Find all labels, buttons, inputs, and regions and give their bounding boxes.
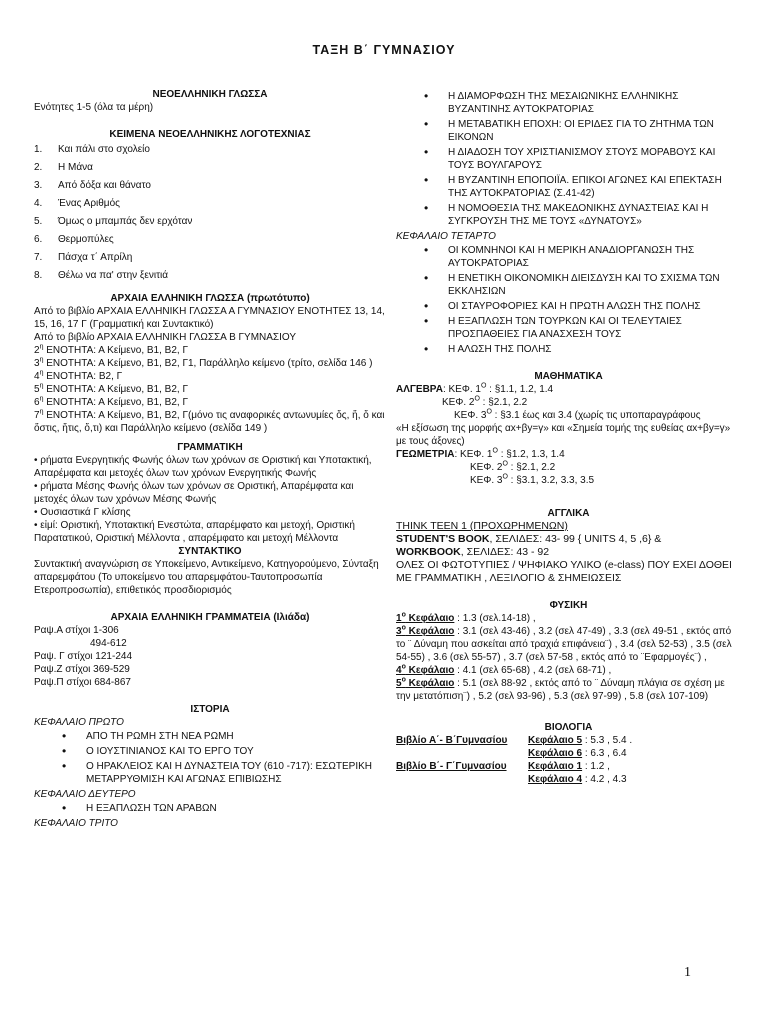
english-line: ΟΛΕΣ ΟΙ ΦΩΤΟΤΥΠΙΕΣ / ΨΗΦΙΑΚΟ ΥΛΙΚΟ (e-class) ΠΟΥ ΕΧΕΙ ΔΟΘΕΙ ΜΕ ΓΡΑΜΜΑΤΙΚΗ , ΛΕΞΙΛΟΓΙΟ & ΣΗΜΕΙΩΣΕΙΣ — [396, 559, 732, 584]
section-heading-literature-iliad: ΑΡΧΑΙΑ ΕΛΛΗΝΙΚΗ ΓΡΑΜΜΑΤΕΙΑ (Ιλιάδα) — [110, 612, 310, 623]
list-item: • Η ΕΞΑΠΛΩΣΗ ΤΩΝ ΑΡΑΒΩΝ — [62, 802, 386, 815]
page-title: ΤΑΞΗ Β΄ ΓΥΜΝΑΣΙΟΥ — [312, 43, 456, 57]
chapter-title: ΚΕΦΑΛΑΙΟ ΤΕΤΑΡΤΟ — [396, 231, 496, 242]
unit-line: $7^\eta$ ΕΝΟΤΗΤΑ: Α Κείμενο, Β1, Β2, Γ(μόνο τις αναφορικές αντωνυμίες ὅς, ἥ, ὅ και ὅστις, ἥτις, ὅ,τι) και Παράλληλο κείμενο (σελίδα 149 ) — [34, 408, 385, 434]
english-block — [396, 520, 741, 585]
list-item: 4. Ένας Αριθμός — [34, 198, 120, 209]
biology-chapter: Κεφάλαιο 1 : 1.2 , — [528, 761, 610, 772]
physics-line: $5^o$ Κεφάλαιο : 5.1 (σελ 88-92 , εκτός από το ¨ Δύναμη πλάγια σε σχέση με την μετατόπιση¨) , 5.2 (σελ 93-96) , 5.3 (σελ 97-99) , 5.8 (σελ 107-109) — [396, 676, 725, 702]
section-heading-physics: ΦΥΣΙΚΗ — [549, 600, 588, 611]
section-heading-english: ΑΓΓΛΙΚΑ — [547, 508, 590, 519]
english-book-title: THINK TEEN 1 (ΠΡΟΧΩΡΗΜΕΝΩΝ) — [396, 520, 568, 532]
chapter-title: ΚΕΦΑΛΑΙΟ ΠΡΩΤΟ — [34, 717, 124, 728]
english-line: STUDENT'S BOOK, ΣΕΛΙΔΕΣ: 43- 99 { UNITS 4, 5 ,6} & — [396, 533, 662, 545]
section-heading-modern-greek: ΝΕΟΕΛΛΗΝΙΚΗ ΓΛΩΣΣΑ — [152, 89, 268, 100]
grammar-item: • εἰμί: Οριστική, Υποτακτική Ενεστώτα, απαρέμφατο και μετοχή, Οριστική Παρατατικού, Οριστική Μέλλοντα , απαρέμφατο και μετοχή Μέλλοντα — [34, 520, 355, 544]
list-item: • Η ΕΞΑΠΛΩΣΗ ΤΩΝ ΤΟΥΡΚΩΝ ΚΑΙ ΟΙ ΤΕΛΕΥΤΑΙΕΣ ΠΡΟΣΠΑΘΕΙΕΣ ΓΙΑ ΑΝΑΣΧΕΣΗ ΤΟΥΣ — [424, 315, 741, 341]
iliad-line: 494-612 — [90, 638, 127, 649]
list-item: 6. Θερμοπύλες — [34, 234, 114, 245]
list-item: • Η ΕΝΕΤΙΚΗ ΟΙΚΟΝΟΜΙΚΗ ΔΙΕΙΣΔΥΣΗ ΚΑΙ ΤΟ ΣΧΙΣΜΑ ΤΩΝ ΕΚΚΛΗΣΙΩΝ — [424, 272, 741, 298]
algebra-line: «Η εξίσωση της μορφής αx+βy=γ» και «Σημεία τομής της ευθείας αx+βy=γ» με τους άξονες) — [396, 423, 731, 447]
list-item: 3. Από δόξα και θάνατο — [34, 180, 151, 191]
history-list — [34, 730, 386, 786]
biology-row — [396, 747, 741, 760]
ancient-greek-book-a: Από το βιβλίο ΑΡΧΑΙΑ ΕΛΛΗΝΙΚΗ ΓΛΩΣΣΑ Α ΓΥΜΝΑΣΙΟΥ ΕΝΟΤΗΤΕΣ 13, 14, 15, 16, 17 Γ (Γραμματική και Συντακτικό) — [34, 306, 385, 330]
right-column — [396, 90, 741, 786]
history-list — [396, 90, 741, 228]
geometry-line: ΓΕΩΜΕΤΡΙΑ: ΚΕΦ. $1^O$ : §1.2, 1.3, 1.4 — [396, 447, 565, 460]
biology-row — [396, 760, 741, 773]
biology-chapter: Κεφάλαιο 5 : 5.3 , 5.4 . — [528, 735, 633, 746]
ancient-greek-book-b: Από το βιβλίο ΑΡΧΑΙΑ ΕΛΛΗΝΙΚΗ ΓΛΩΣΣΑ Β ΓΥΜΝΑΣΙΟΥ — [34, 332, 297, 343]
grammar-item: • Ουσιαστικά Γ κλίσης — [34, 507, 131, 518]
unit-line: $5^\eta$ ΕΝΟΤΗΤΑ: Α Κείμενο, Β1, Β2, Γ — [34, 382, 188, 395]
biology-chapter: Κεφάλαιο 6 : 6.3 , 6.4 — [528, 748, 627, 759]
section-heading-ancient-greek: ΑΡΧΑΙΑ ΕΛΛΗΝΙΚΗ ΓΛΩΣΣΑ (πρωτότυπο) — [110, 293, 310, 304]
algebra-line: ΑΛΓΕΒΡΑ: ΚΕΦ. $1^O$ : §1.1, 1.2, 1.4 — [396, 382, 554, 395]
list-item: 8. Θέλω να πα' στην ξενιτιά — [34, 270, 169, 281]
history-list — [396, 244, 741, 356]
physics-line: $4^o$ Κεφάλαιο : 4.1 (σελ 65-68) , 4.2 (σελ 68-71) , — [396, 663, 612, 676]
section-heading-grammar: ΓΡΑΜΜΑΤΙΚΗ — [177, 442, 243, 453]
list-item: • ΑΠΟ ΤΗ ΡΩΜΗ ΣΤΗ ΝΕΑ ΡΩΜΗ — [62, 730, 386, 743]
list-item: • Η ΔΙΑΔΟΣΗ ΤΟΥ ΧΡΙΣΤΙΑΝΙΣΜΟΥ ΣΤΟΥΣ ΜΟΡΑΒΟΥΣ ΚΑΙ ΤΟΥΣ ΒΟΥΛΓΑΡΟΥΣ — [424, 146, 741, 172]
literature-list — [34, 143, 386, 282]
chapter-title: ΚΕΦΑΛΑΙΟ ΤΡΙΤΟ — [34, 818, 118, 829]
grammar-item: • ρήματα Μέσης Φωνής όλων των χρόνων σε Οριστική, Απαρέμφατα και μετοχές όλων των χρόνων Μέσης Φωνής — [34, 481, 354, 505]
list-item: • Η ΔΙΑΜΟΡΦΩΣΗ ΤΗΣ ΜΕΣΑΙΩΝΙΚΗΣ ΕΛΛΗΝΙΚΗΣ ΒΥΖΑΝΤΙΝΗΣ ΑΥΤΟΚΡΑΤΟΡΙΑΣ — [424, 90, 741, 116]
list-item: • Η ΒΥΖΑΝΤΙΝΗ ΕΠΟΠΟΙΪΑ. ΕΠΙΚΟΙ ΑΓΩΝΕΣ ΚΑΙ ΕΠΕΚΤΑΣΗ ΤΗΣ ΑΥΤΟΚΡΑΤΟΡΙΑΣ (Σ.41-42) — [424, 174, 741, 200]
section-heading-math: ΜΑΘΗΜΑΤΙΚΑ — [534, 371, 603, 382]
unit-line: $6^\eta$ ΕΝΟΤΗΤΑ: Α Κείμενο, Β1, Β2, Γ — [34, 395, 188, 408]
grammar-item: • ρήματα Ενεργητικής Φωνής όλων των χρόνων σε Οριστική και Υποτακτική, Απαρέμφατα και μετοχές όλων των χρόνων Ενεργητικής Φωνής — [34, 455, 372, 479]
algebra-line: ΚΕΦ. $3^O$ : §3.1 έως και 3.4 (χωρίς τις υποπαραγράφους — [454, 408, 701, 421]
page-number: 1 — [684, 965, 691, 980]
list-item: • Η ΝΟΜΟΘΕΣΙΑ ΤΗΣ ΜΑΚΕΔΟΝΙΚΗΣ ΔΥΝΑΣΤΕΙΑΣ ΚΑΙ Η ΣΥΓΚΡΟΥΣΗ ΤΗΣ ΜΕ ΤΟΥΣ «ΔΥΝΑΤΟΥΣ» — [424, 202, 741, 228]
list-item: • Η ΑΛΩΣΗ ΤΗΣ ΠΟΛΗΣ — [424, 343, 741, 356]
biology-row — [396, 734, 741, 747]
list-item: • ΟΙ ΚΟΜΝΗΝΟΙ ΚΑΙ Η ΜΕΡΙΚΗ ΑΝΑΔΙΟΡΓΑΝΩΣΗ ΤΗΣ ΑΥΤΟΚΡΑΤΟΡΙΑΣ — [424, 244, 741, 270]
list-item: • Η ΜΕΤΑΒΑΤΙΚΗ ΕΠΟΧΗ: ΟΙ ΕΡΙΔΕΣ ΓΙΑ ΤΟ ΖΗΤΗΜΑ ΤΩΝ ΕΙΚΟΝΩΝ — [424, 118, 741, 144]
list-item: 5. Όμως ο μπαμπάς δεν ερχόταν — [34, 216, 193, 227]
chapter-title: ΚΕΦΑΛΑΙΟ ΔΕΥΤΕΡΟ — [34, 789, 136, 800]
list-item: • Ο ΗΡΑΚΛΕΙΟΣ ΚΑΙ Η ΔΥΝΑΣΤΕΙΑ ΤΟΥ (610 -717): ΕΣΩΤΕΡΙΚΗ ΜΕΤΑΡΡΥΘΜΙΣΗ ΚΑΙ ΑΓΩΝΑΣ ΕΠΙΒΙΩΣΗΣ — [62, 760, 386, 786]
iliad-line: Ραψ.Α στίχοι 1-306 — [34, 625, 119, 636]
iliad-line: Ραψ. Γ στίχοι 121-244 — [34, 651, 133, 662]
section-heading-syntax: ΣΥΝΤΑΚΤΙΚΟ — [178, 546, 242, 557]
biology-row — [396, 773, 741, 786]
biology-book: Βιβλίο Α΄- Β΄Γυμνασίου — [396, 735, 508, 746]
list-item: • ΟΙ ΣΤΑΥΡΟΦΟΡΙΕΣ ΚΑΙ Η ΠΡΩΤΗ ΑΛΩΣΗ ΤΗΣ ΠΟΛΗΣ — [424, 300, 741, 313]
section-heading-literature: ΚΕΙΜΕΝΑ ΝΕΟΕΛΛΗΝΙΚΗΣ ΛΟΓΟΤΕΧΝΙΑΣ — [109, 129, 311, 140]
unit-line: $4^\eta$ ΕΝΟΤΗΤΑ: Β2, Γ — [34, 369, 123, 382]
algebra-line: ΚΕΦ. $2^O$ : §2.1, 2.2 — [442, 395, 528, 408]
left-column — [34, 88, 386, 830]
iliad-line: Ραψ.Π στίχοι 684-867 — [34, 677, 131, 688]
syntax-text: Συντακτική αναγνώριση σε Υποκείμενο, Αντικείμενο, Κατηγορούμενο, Σύνταξη απαρεμφάτου (Το υποκείμενο του απαρεμφάτου-Ταυτοπροσωπία Ετεροπροσωπία), επιθετικός προσδιορισμός — [34, 559, 379, 596]
geometry-line: ΚΕΦ. $3^O$ : §3.1, 3.2, 3.3, 3.5 — [470, 473, 595, 486]
physics-line: $1^o$ Κεφάλαιο : 1.3 (σελ.14-18) , — [396, 611, 536, 624]
biology-book: Βιβλίο Β΄- Γ΄Γυμνασίου — [396, 761, 507, 772]
biology-chapter: Κεφάλαιο 4 : 4.2 , 4.3 — [528, 774, 627, 785]
iliad-line: Ραψ.Ζ στίχοι 369-529 — [34, 664, 130, 675]
section-heading-biology: ΒΙΟΛΟΓΙΑ — [544, 722, 593, 733]
list-item: 2. Η Μάνα — [34, 162, 93, 173]
list-item: • Ο ΙΟΥΣΤΙΝΙΑΝΟΣ ΚΑΙ ΤΟ ΕΡΓΟ ΤΟΥ — [62, 745, 386, 758]
physics-line: $3^o$ Κεφάλαιο : 3.1 (σελ 43-46) , 3.2 (σελ 47-49) , 3.3 (σελ 49-51 , εκτός από το ¨ Δύναμη που ασκείται από τραχιά επιφάνεια¨) , 3.4 (σελ 52-53) , 3.5 (σελ 54-55) , 3.6 (σελ 55-57) , 3.7 (σελ 57-58 , εκτός από το ¨Εφαρμογές¨) , — [396, 624, 732, 663]
section-heading-history: ΙΣΤΟΡΙΑ — [190, 704, 230, 715]
list-item: 1. Και πάλι στο σχολείο — [34, 144, 150, 155]
english-line: WORKBOOK, ΣΕΛΙΔΕΣ: 43 - 92 — [396, 546, 550, 558]
list-item: 7. Πάσχα τ΄ Απρίλη — [34, 252, 133, 263]
modern-greek-text: Ενότητες 1-5 (όλα τα μέρη) — [34, 102, 154, 113]
history-list — [34, 802, 386, 815]
unit-line: $2^\eta$ ΕΝΟΤΗΤΑ: Α Κείμενο, Β1, Β2, Γ — [34, 343, 188, 356]
geometry-line: ΚΕΦ. $2^O$ : §2.1, 2.2 — [470, 460, 556, 473]
unit-line: $3^\eta$ ΕΝΟΤΗΤΑ: Α Κείμενο, Β1, Β2, Γ1, Παράλληλο κείμενο (τρίτο, σελίδα 146 ) — [34, 356, 373, 369]
